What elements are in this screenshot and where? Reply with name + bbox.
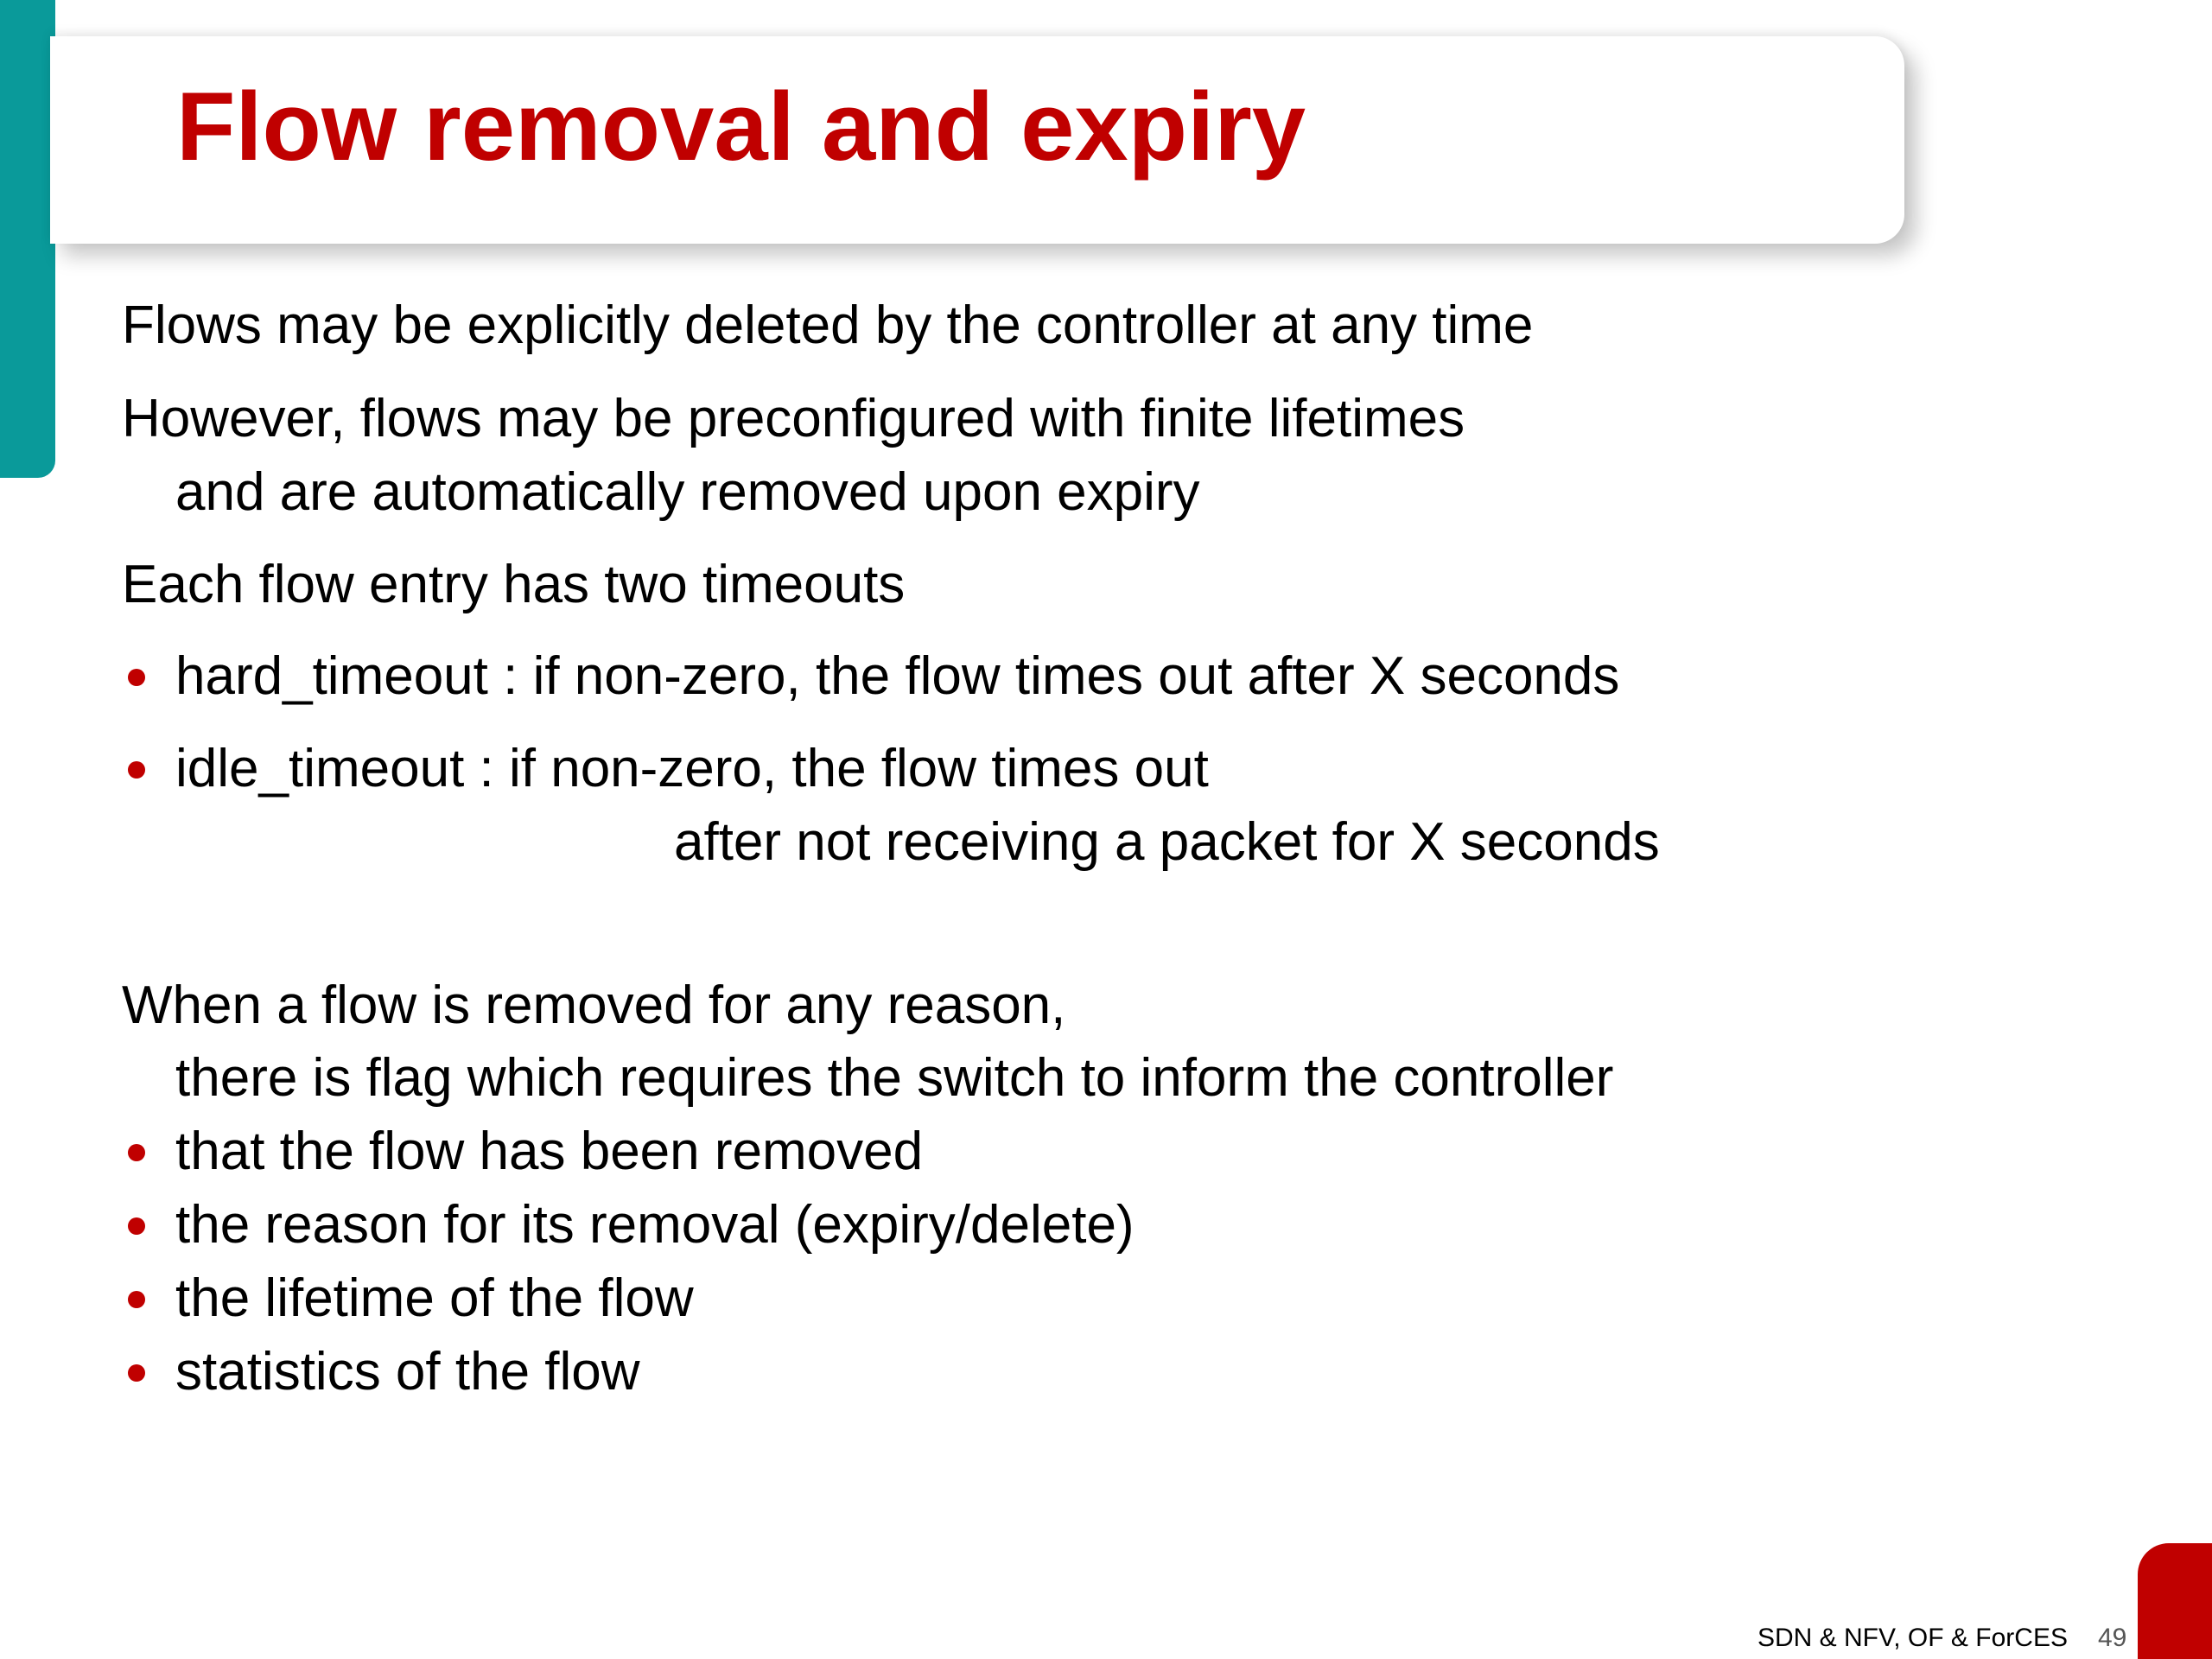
bullet-icon — [128, 761, 145, 779]
body-paragraph-2-line-2: and are automatically removed upon expiry — [175, 462, 1200, 522]
page-number: 49 — [2098, 1624, 2127, 1652]
body-paragraph-4-line-2: there is flag which requires the switch to inform the controller — [175, 1048, 1614, 1108]
bullet-removed-item: that the flow has been removed — [175, 1122, 924, 1181]
bullet-hard-timeout: hard_timeout : if non-zero, the flow times out after X seconds — [175, 646, 1620, 706]
bullet-icon — [128, 1364, 145, 1382]
slide-title: Flow removal and expiry — [176, 73, 1306, 181]
bullet-removed-item: statistics of the flow — [175, 1342, 640, 1402]
bullet-idle-timeout-line-2: after not receiving a packet for X seconds — [674, 812, 1660, 872]
body-paragraph-1: Flows may be explicitly deleted by the controller at any time — [122, 296, 1534, 355]
body-paragraph-2-line-1: However, flows may be preconfigured with finite lifetimes — [122, 389, 1465, 448]
body-paragraph-3: Each flow entry has two timeouts — [122, 555, 906, 614]
footer-text: SDN & NFV, OF & ForCES — [1758, 1624, 2068, 1652]
body-paragraph-4-line-1: When a flow is removed for any reason, — [122, 976, 1066, 1035]
bullet-icon — [128, 1291, 145, 1308]
bullet-icon — [128, 669, 145, 686]
red-corner-accent — [2138, 1543, 2212, 1659]
bullet-removed-item: the lifetime of the flow — [175, 1268, 694, 1328]
teal-accent-bar — [0, 0, 55, 478]
bullet-removed-item: the reason for its removal (expiry/delete) — [175, 1195, 1135, 1255]
bullet-idle-timeout-line-1: idle_timeout : if non-zero, the flow times out — [175, 739, 1209, 798]
bullet-icon — [128, 1144, 145, 1161]
bullet-icon — [128, 1217, 145, 1235]
